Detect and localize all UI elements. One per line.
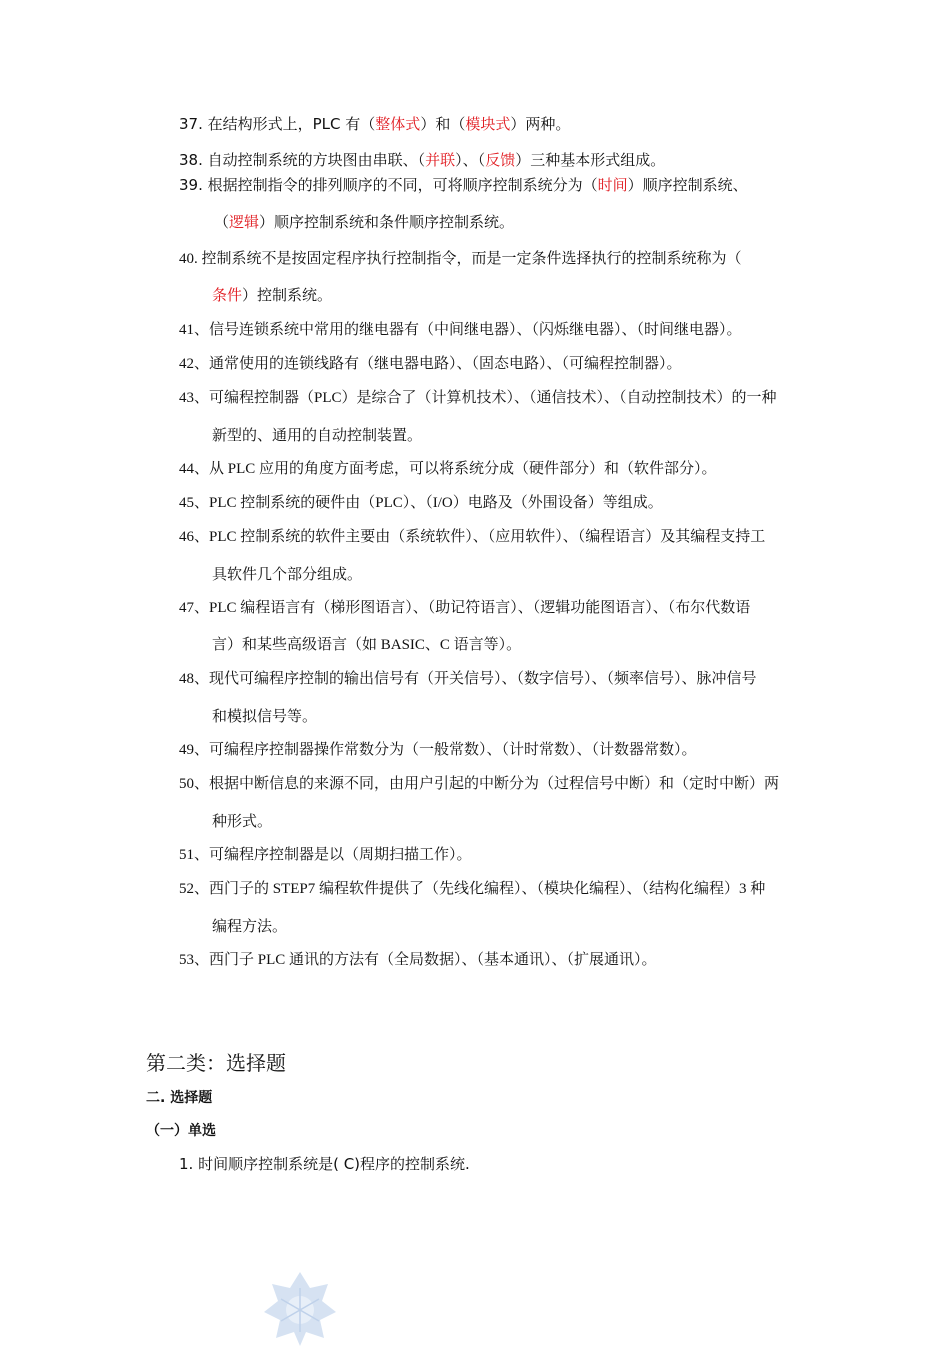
question-49: 49、可编程序控制器操作常数分为（一般常数）、（计时常数）、（计数器常数）。 (179, 742, 697, 758)
question-52: 52、西门子的 STEP7 编程软件提供了（先线化编程）、（模块化编程）、（结构化编程）3 种 (179, 881, 766, 897)
question-47: 47、PLC 编程语言有（梯形图语言）、（助记符语言）、（逻辑功能图语言）、（布尔代数语 (179, 600, 751, 616)
question-40-continued (212, 284, 332, 305)
section-title: 第二类：选择题 (146, 1051, 286, 1075)
question-42: 42、通常使用的连锁线路有（继电器电路）、（固态电路）、（可编程控制器）。 (179, 356, 682, 372)
question-43-continued: 新型的、通用的自动控制装置。 (212, 428, 423, 444)
question-number: 39. (179, 176, 203, 194)
question-46: 46、PLC 控制系统的软件主要由（系统软件）、（应用软件）、（编程语言）及其编程支持工 (179, 529, 766, 545)
question-43: 43、可编程控制器（PLC）是综合了（计算机技术）、（通信技术）、（自动控制技术）的一种 (179, 390, 777, 406)
question-44: 44、从 PLC 应用的角度方面考虑，可以将系统分成（硬件部分）和（软件部分）。 (179, 461, 717, 477)
question-53: 53、西门子 PLC 通讯的方法有（全局数据）、（基本通讯）、（扩展通讯）。 (179, 952, 657, 968)
group-heading: （一）单选 (146, 1123, 216, 1139)
question-39 (179, 174, 748, 195)
question-text: ）和（ (420, 115, 466, 133)
answer-text: 时间 (597, 176, 628, 194)
question-text: 在结构形式上，PLC 有（ (207, 115, 376, 133)
question-52-continued: 编程方法。 (212, 919, 288, 935)
section-subtitle: 二. 选择题 (146, 1090, 213, 1106)
question-text: 40. 控制系统不是按固定程序执行控制指令，而是一定条件选择执行的控制系统称为（ (179, 251, 742, 267)
choice-question-1: 1. 时间顺序控制系统是( C)程序的控制系统. (179, 1155, 470, 1173)
question-text: ）顺序控制系统、 (627, 176, 748, 194)
question-45: 45、PLC 控制系统的硬件由（PLC）、（I/O）电路及（外围设备）等组成。 (179, 495, 663, 511)
question-text: ）三种基本形式组成。 (515, 151, 666, 169)
question-39-continued (214, 211, 514, 232)
answer-text: 并联 (425, 151, 456, 169)
answer-text: 反馈 (485, 151, 516, 169)
question-48-continued: 和模拟信号等。 (212, 709, 318, 725)
question-41: 41、信号连锁系统中常用的继电器有（中间继电器）、（闪烁继电器）、（时间继电器）。 (179, 322, 742, 338)
question-46-continued: 具软件几个部分组成。 (212, 567, 363, 583)
question-text: ）控制系统。 (242, 288, 333, 304)
question-text: 根据控制指令的排列顺序的不同，可将顺序控制系统分为（ (207, 176, 598, 194)
question-text: 自动控制系统的方块图由串联、（ (207, 151, 426, 169)
question-number: 38. (179, 151, 203, 169)
question-text: ）、（ (455, 151, 486, 169)
answer-text: 逻辑 (229, 213, 260, 231)
question-40 (179, 247, 742, 268)
question-51: 51、可编程序控制器是以（周期扫描工作）。 (179, 847, 472, 863)
answer-text: 条件 (212, 288, 243, 304)
answer-text: 模块式 (465, 115, 511, 133)
question-text: ）顺序控制系统和条件顺序控制系统。 (259, 213, 515, 231)
question-50: 50、根据中断信息的来源不同，由用户引起的中断分为（过程信号中断）和（定时中断）两 (179, 776, 780, 792)
question-37 (179, 113, 570, 134)
answer-text: 整体式 (375, 115, 421, 133)
question-number: 37. (179, 115, 203, 133)
question-text: （ (214, 213, 230, 231)
question-text: ）两种。 (510, 115, 571, 133)
question-48: 48、现代可编程序控制的输出信号有（开关信号）、（数字信号）、（频率信号）、脉冲信号 (179, 671, 757, 687)
question-47-continued: 言）和某些高级语言（如 BASIC、C 语言等）。 (212, 637, 522, 653)
snowflake-watermark-icon (262, 1270, 338, 1346)
question-38 (179, 149, 665, 170)
question-50-continued: 种形式。 (212, 814, 273, 830)
